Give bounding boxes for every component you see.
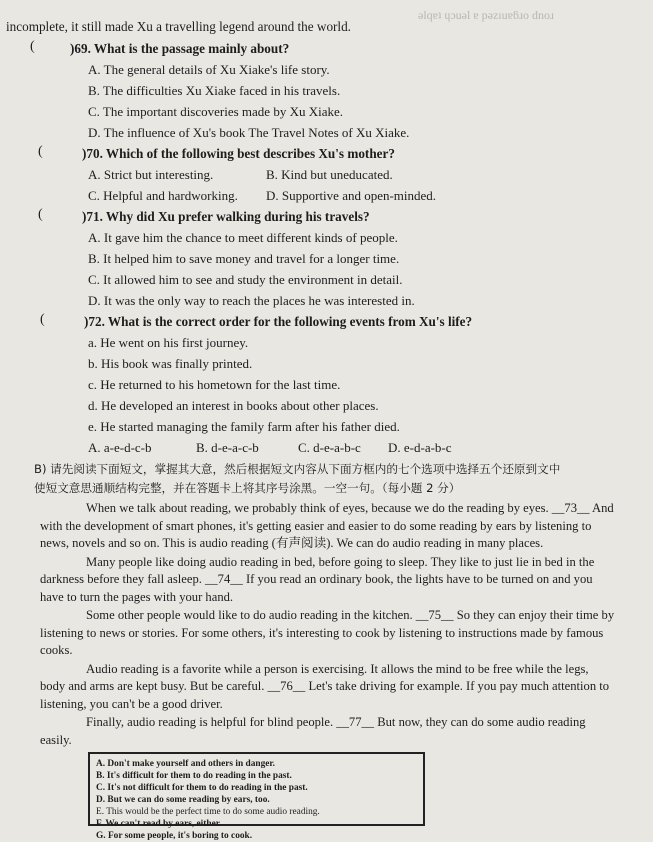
q72-event-d: d. He developed an interest in books about other places. [88,398,379,413]
q71-option-b: B. It helped him to save money and travel for a longer time. [88,251,400,266]
box-option-f: F. We can't read by ears, either. [96,819,222,829]
answer-paren: ( [38,207,43,222]
answer-paren: ( [40,312,45,327]
passage-end-line: incomplete, it still made Xu a travelling legend around the world. [6,19,351,34]
q72-option-d: D. e-d-a-b-c [388,440,452,455]
answer-paren: ( [30,39,35,54]
q69-option-d: D. The influence of Xu's book The Travel Notes of Xu Xiake. [88,125,410,140]
box-option-g: G. For some people, it's boring to cook. [96,831,253,841]
passage-paragraph-4: Audio reading is a favorite while a person is exercising. It allows the mind to be free while the legs, body and arms are kept busy. But be careful. __76__ Let's take driving for example. If you pay much attention to listening, you can't be a good driver. [40,661,610,711]
q72-event-c: c. He returned to his hometown for the last time. [88,377,341,392]
q71-option-a: A. It gave him the chance to meet different kinds of people. [88,230,398,245]
bleed-through-text: ǝlqɐʇ ɥɔuǝl ɐ pǝzıuɐƃɹo dnoɹ [418,8,554,22]
q69-option-b: B. The difficulties Xu Xiake faced in his travels. [88,83,341,98]
passage-paragraph-2: Many people like doing audio reading in bed, before going to sleep. They like to just lie in bed in the darkness before they fall asleep. __74__ If you read an ordinary book, the lights have to be turned on and you have to turn the pages with your hand. [40,554,595,604]
question-72: )72. What is the correct order for the following events from Xu's life? [84,314,473,329]
options-box [88,752,425,841]
q72-event-a: a. He went on his first journey. [88,335,249,350]
passage-paragraph-1: When we talk about reading, we probably think of eyes, because we do the reading by eyes. __73__ And with the development of smart phones, it's getting easier and easier to do some reading by ears by listening to news, novels and so on. This is audio reading (有声阅读). We can do audio reading in many places. [40,501,614,550]
q72-event-e: e. He started managing the family farm after his father died. [88,419,400,434]
q72-option-a: A. a-e-d-c-b [88,440,152,455]
section-b-instructions-cont: 使短文意思通顺结构完整，并在答题卡上将其序号涂黑。一空一句。（每小题 2 分） [34,481,461,495]
question-69: )69. What is the passage mainly about? [70,41,290,56]
section-b-instructions: B) 请先阅读下面短文，掌握其大意，然后根据短文内容从下面方框内的七个选项中选择五个还原到文中 [34,462,561,476]
q72-option-c: C. d-e-a-b-c [298,440,361,455]
q70-option-b: B. Kind but uneducated. [266,167,393,182]
box-option-a: A. Don't make yourself and others in danger. [96,759,276,769]
q69-option-c: C. The important discoveries made by Xu Xiake. [88,104,344,119]
box-option-c: C. It's not difficult for them to do reading in the past. [96,783,308,793]
box-option-e: E. This would be the perfect time to do some audio reading. [96,807,320,817]
box-option-b: B. It's difficult for them to do reading in the past. [96,771,292,781]
passage-paragraph-3: Some other people would like to do audio reading in the kitchen. __75__ So they can enjoy their time by listening to news or stories. For some others, it's interesting to cook by listening to instructions made by famous cooks. [40,608,615,657]
box-option-d: D. But we can do some reading by ears, too. [96,795,270,805]
q70-option-d: D. Supportive and open-minded. [266,188,437,203]
answer-paren: ( [38,144,43,159]
passage-paragraph-5: Finally, audio reading is helpful for blind people. __77__ But now, they can do some audio reading easily. [40,715,586,747]
q69-option-a: A. The general details of Xu Xiake's life story. [88,62,330,77]
question-70: )70. Which of the following best describes Xu's mother? [82,146,395,161]
q70-option-a: A. Strict but interesting. [88,167,214,182]
question-71: )71. Why did Xu prefer walking during his travels? [82,209,370,224]
q71-option-c: C. It allowed him to see and study the environment in detail. [88,272,403,287]
q70-option-c: C. Helpful and hardworking. [88,188,238,203]
q72-event-b: b. His book was finally printed. [88,356,253,371]
q71-option-d: D. It was the only way to reach the places he was interested in. [88,293,415,308]
q72-option-b: B. d-e-a-c-b [196,440,259,455]
